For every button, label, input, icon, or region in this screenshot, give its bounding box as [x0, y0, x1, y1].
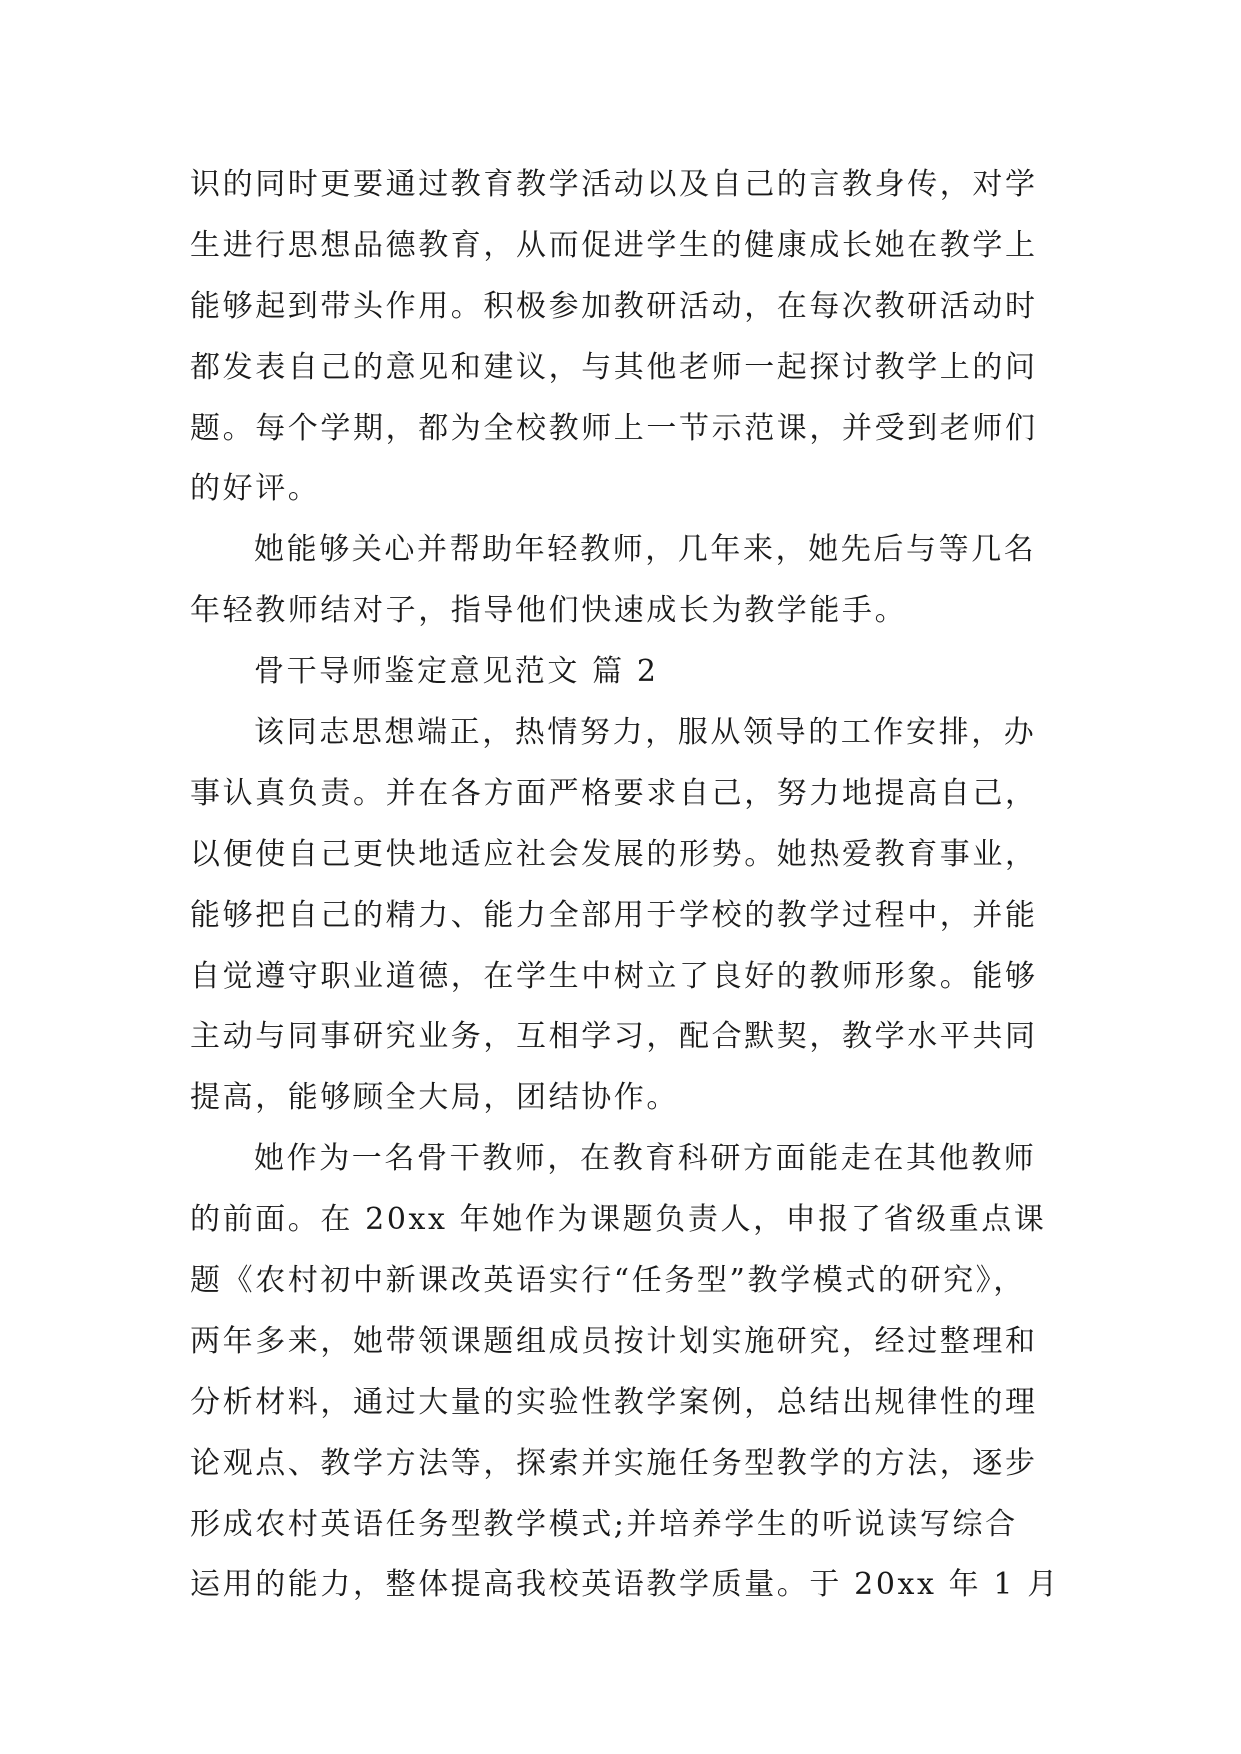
paragraph-first-line: 该同志思想端正，热情努力，服从领导的工作安排，办	[254, 715, 1037, 751]
text-line: 生进行思想品德教育，从而促进学生的健康成长她在教学上	[190, 227, 1038, 263]
text-line: 以便使自己更快地适应社会发展的形势。她热爱教育事业，	[190, 836, 1038, 872]
paragraph-first-line: 她作为一名骨干教师，在教育科研方面能走在其他教师	[254, 1141, 1037, 1177]
text-line: 能够起到带头作用。积极参加教研活动，在每次教研活动时	[190, 288, 1038, 324]
text-line: 运用的能力，整体提高我校英语教学质量。于 20xx 年 1 月	[190, 1567, 1060, 1603]
text-line: 的好评。	[190, 471, 321, 507]
text-line: 论观点、教学方法等，探索并实施任务型教学的方法，逐步	[190, 1445, 1038, 1481]
text-line: 都发表自己的意见和建议，与其他老师一起探讨教学上的问	[190, 349, 1038, 385]
text-line: 事认真负责。并在各方面严格要求自己，努力地提高自己，	[190, 775, 1038, 811]
text-line: 识的同时更要通过教育教学活动以及自己的言教身传，对学	[190, 167, 1038, 202]
text-line: 分析材料，通过大量的实验性教学案例，总结出规律性的理	[190, 1384, 1038, 1420]
text-line: 自觉遵守职业道德，在学生中树立了良好的教师形象。能够	[190, 958, 1038, 994]
text-line: 主动与同事研究业务，互相学习，配合默契，教学水平共同	[190, 1019, 1038, 1055]
text-line: 形成农村英语任务型教学模式;并培养学生的听说读写综合	[190, 1506, 1018, 1542]
text-line: 题《农村初中新课改英语实行“任务型”教学模式的研究》，	[190, 1263, 1026, 1299]
text-line: 两年多来，她带领课题组成员按计划实施研究，经过整理和	[190, 1323, 1038, 1359]
text-line: 提高，能够顾全大局，团结协作。	[190, 1080, 679, 1116]
text-line: 能够把自己的精力、能力全部用于学校的教学过程中，并能	[190, 897, 1038, 933]
section-heading: 骨干导师鉴定意见范文 篇 2	[254, 654, 659, 690]
text-line: 题。每个学期，都为全校教师上一节示范课，并受到老师们	[190, 410, 1038, 446]
text-line: 年轻教师结对子，指导他们快速成长为教学能手。	[190, 593, 908, 629]
paragraph-first-line: 她能够关心并帮助年轻教师，几年来，她先后与等几名	[254, 532, 1037, 568]
text-line: 的前面。在 20xx 年她作为课题负责人，申报了省级重点课	[190, 1202, 1047, 1238]
body-text	[190, 155, 1070, 1616]
